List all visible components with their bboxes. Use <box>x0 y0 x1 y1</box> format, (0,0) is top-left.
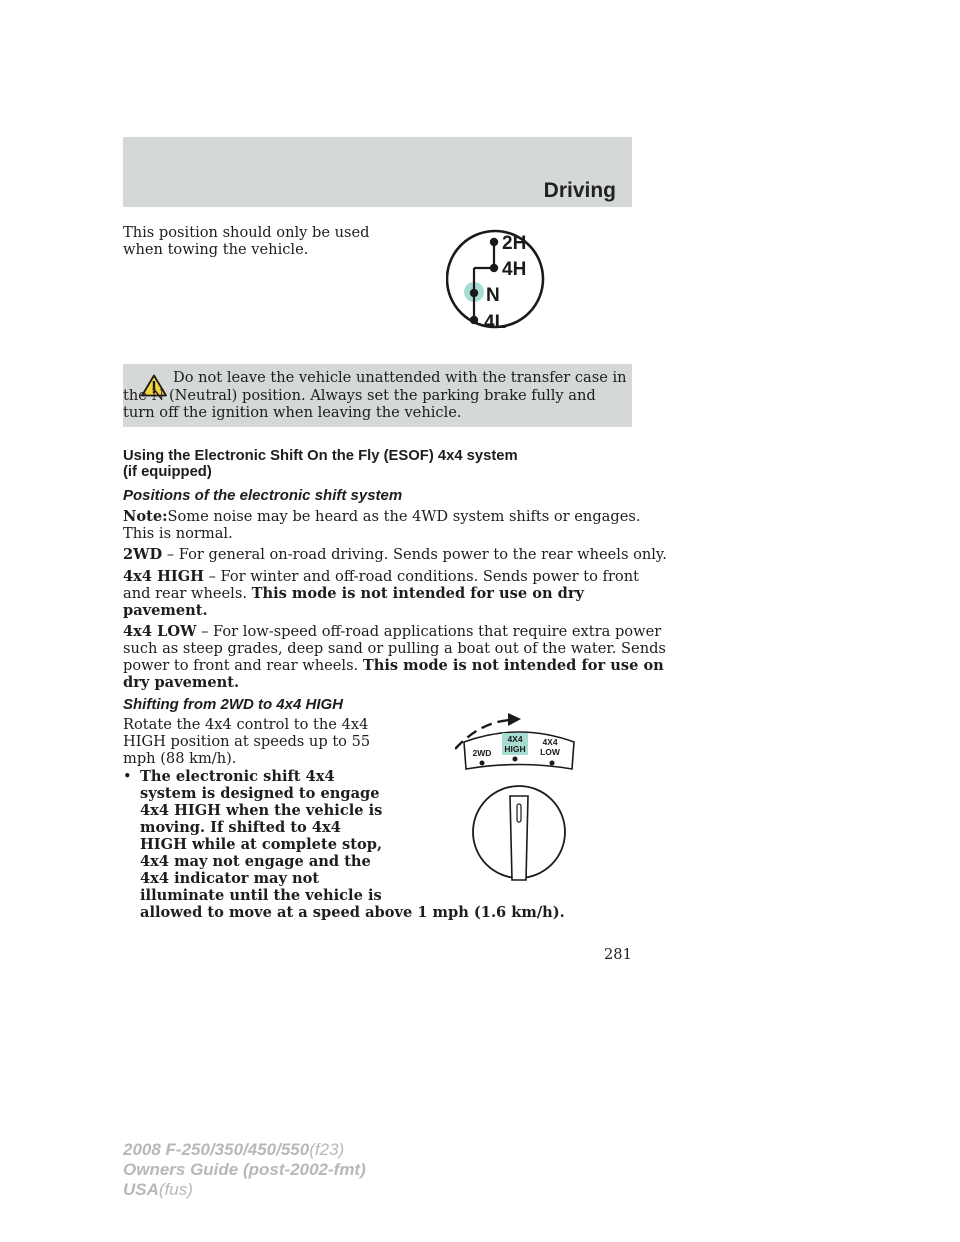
mode-2wd: 2WD – For general on-road driving. Sends power to the rear wheels only. <box>123 546 667 563</box>
document-footer <box>123 1140 366 1200</box>
label-low-bottom: LOW <box>540 747 560 757</box>
shifting-line-2: HIGH position at speeds up to 55 <box>123 733 371 750</box>
section-heading-line-2: (if equipped) <box>123 464 212 480</box>
transfer-case-diagram <box>446 212 546 348</box>
mode-low-line-4: dry pavement. <box>123 674 240 691</box>
mode-high-line-3: pavement. <box>123 602 208 619</box>
shifting-line-3: mph (88 km/h). <box>123 750 237 767</box>
section-heading-line-1: Using the Electronic Shift On the Fly (ESOF) 4x4 system <box>123 448 518 464</box>
dot-2wd <box>480 761 485 766</box>
position-dot-2h <box>490 238 498 246</box>
bullet-line-4: moving. If shifted to 4x4 <box>140 819 341 836</box>
section-header <box>123 137 632 207</box>
mode-low-line-1: 4x4 LOW – For low-speed off-road applications that require extra power <box>123 623 662 640</box>
mode-high-line-1: 4x4 HIGH – For winter and off-road conditions. Sends power to front <box>123 568 639 585</box>
bullet-dot: • <box>123 768 132 785</box>
dot-high <box>513 757 518 762</box>
intro-line-1: This position should only be used <box>123 224 370 241</box>
footer-line-3: USA(fus) <box>123 1180 193 1199</box>
knob-grip <box>510 796 528 880</box>
four-by-four-knob-diagram <box>455 712 585 892</box>
positions-subheading: Positions of the electronic shift system <box>123 487 403 504</box>
position-dot-4l <box>470 316 478 324</box>
label-4l: 4L <box>484 312 507 333</box>
bullet-line-9: allowed to move at a speed above 1 mph (1.6 km/h). <box>140 904 565 921</box>
intro-line-2: when towing the vehicle. <box>123 241 309 258</box>
label-2h: 2H <box>502 233 527 254</box>
mode-high-line-2: and rear wheels. This mode is not intended for use on dry <box>123 585 585 602</box>
position-dot-n <box>470 289 478 297</box>
mode-high-label: 4x4 HIGH <box>123 568 204 585</box>
bullet-line-7: 4x4 indicator may not <box>140 870 320 887</box>
label-2wd: 2WD <box>472 748 492 758</box>
bullet-line-8: illuminate until the vehicle is <box>140 887 382 904</box>
label-n: N <box>486 285 500 306</box>
bullet-line-5: HIGH while at complete stop, <box>140 836 383 853</box>
bullet-line-2: system is designed to engage <box>140 785 380 802</box>
shifting-line-1: Rotate the 4x4 control to the 4x4 <box>123 716 369 733</box>
section-title: Driving <box>543 179 616 202</box>
note-line-2: This is normal. <box>123 525 233 542</box>
shifting-subheading: Shifting from 2WD to 4x4 HIGH <box>123 696 344 713</box>
label-high-top: 4X4 <box>507 734 523 744</box>
label-4h: 4H <box>502 259 527 280</box>
bullet-line-1: The electronic shift 4x4 <box>140 768 335 785</box>
note-line-1: Note:Some noise may be heard as the 4WD system shifts or engages. <box>123 508 641 525</box>
footer-line-2: Owners Guide (post-2002-fmt) <box>123 1160 366 1179</box>
mode-low-line-3: power to front and rear wheels. This mode is not intended for use on <box>123 657 664 674</box>
warning-text: Do not leave the vehicle unattended with the transfer case in the N (Neutral) position. Always set the parking brake fully and turn off the ignition when leaving the vehicle. <box>123 369 627 421</box>
mode-2wd-label: 2WD <box>123 546 163 563</box>
dot-low <box>550 761 555 766</box>
bullet-line-6: 4x4 may not engage and the <box>140 853 371 870</box>
bullet-line-3: 4x4 HIGH when the vehicle is <box>140 802 383 819</box>
mode-low-line-2: such as steep grades, deep sand or pulling a boat out of the water. Sends <box>123 640 666 657</box>
warning-box <box>123 364 632 427</box>
position-dot-4h <box>490 264 498 272</box>
page-number: 281 <box>604 946 632 963</box>
footer-line-1: 2008 F-250/350/450/550(f23) <box>123 1140 345 1159</box>
rotation-arrow-head-icon <box>508 713 521 726</box>
mode-low-label: 4x4 LOW <box>123 623 197 640</box>
label-high-bottom: HIGH <box>504 744 526 754</box>
note-label: Note: <box>123 508 168 525</box>
label-low-top: 4X4 <box>542 737 558 747</box>
